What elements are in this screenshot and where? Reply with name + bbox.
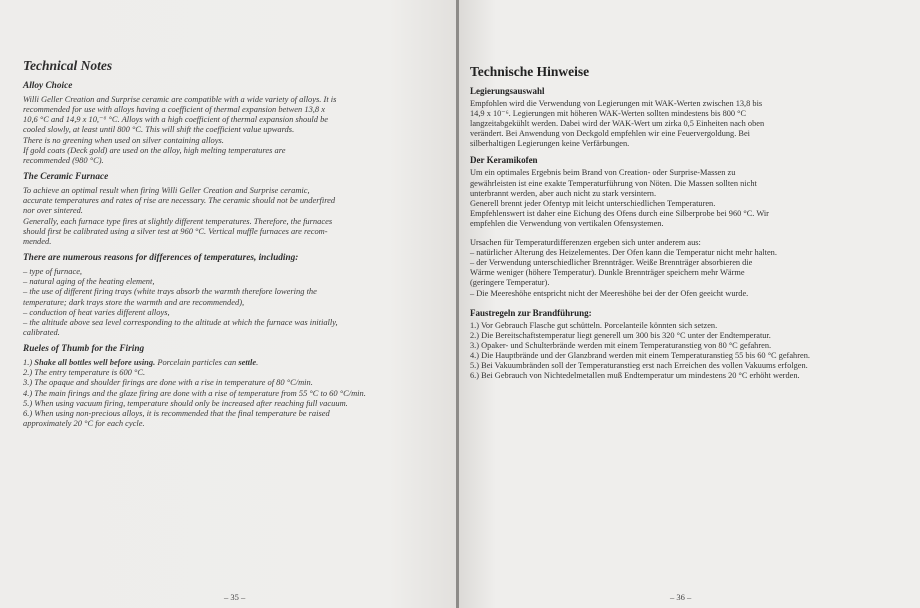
- text-line: recommended (980 °C).: [23, 154, 104, 165]
- section-keramikofen: [470, 155, 905, 229]
- text-line: – conduction of heat varies different alloys,: [23, 306, 170, 317]
- text-line: 2.) Die Bereitschaftstemperatur liegt generell um 300 bis 320 °C unter der Endtemperatur.: [470, 330, 771, 340]
- page-number-right: – 36 –: [670, 592, 692, 602]
- section-heading: Legierungsauswahl: [470, 86, 545, 96]
- text-line: Generally, each furnace type fires at slightly different temperatures. Therefore, the furnaces: [23, 215, 333, 226]
- section-heading: The Ceramic Furnace: [23, 172, 109, 183]
- text-line: should first be calibrated using a silver test at 960 °C. Vertical muffle furnaces are recom-: [23, 225, 328, 236]
- text-line: Willi Geller Creation and Surprise ceramic are compatible with a wide variety of alloys. It is: [23, 94, 337, 104]
- text-line: 5.) Bei Vakuumbränden soll der Temperaturanstieg erst nach Erreichen des vollen Vakuums erfolgen.: [470, 360, 808, 370]
- section-temperature-reasons: [23, 253, 433, 337]
- text-line: 3.) Opaker- und Schulterbrände werden mit einem Temperaturanstieg von 80 °C gefahren.: [470, 340, 772, 350]
- text-line: Empfehlenswert ist daher eine Eichung des Ofens durch eine Silberprobe bei 960 °C. Wir: [470, 208, 769, 218]
- section-heading: Der Keramikofen: [470, 155, 538, 166]
- text-line: 1.) Vor Gebrauch Flasche gut schütteln. Porcelanteile könnten sich setzen.: [470, 320, 718, 330]
- section-ceramic-furnace: [23, 172, 433, 246]
- text-line: [23, 357, 433, 367]
- text-line: Ursachen für Temperaturdifferenzen ergeben sich unter anderem aus:: [470, 238, 701, 248]
- section-heading: Faustregeln zur Brandführung:: [470, 307, 592, 318]
- text-line: calibrated.: [23, 326, 60, 337]
- text-line: 6.) When using non-precious alloys, it is recommended that the final temperature be raised: [23, 407, 330, 418]
- text-line: recommended for use with alloys having a coefficient of thermal expansion betwen 13,8 x: [23, 104, 325, 115]
- section-heading: Rueles of Thumb for the Firing: [23, 344, 145, 355]
- rule-bold: Shake all bottles well before using.: [34, 357, 156, 368]
- page-number-left: – 35 –: [224, 592, 246, 602]
- text-line: empfehlen die Verwendung von vertikalen Ofensystemen.: [470, 218, 664, 228]
- text-line: – natürlicher Alterung des Heizelementes. Der Ofen kann die Temperatur nicht mehr halten.: [470, 248, 777, 258]
- rule-bold-2: settle: [238, 357, 257, 368]
- text-line: unterbrannt werden, aber auch nicht zu stark versintern.: [470, 188, 657, 198]
- text-line: – Die Meereshöhe entspricht nicht der Meereshöhe bei der der Ofen geeicht wurde.: [470, 288, 749, 298]
- text-line: 2.) The entry temperature is 600 °C.: [23, 367, 146, 378]
- rule-mid: Porcelain particles can: [155, 357, 239, 368]
- section-legierungsauswahl: [470, 86, 905, 149]
- text-line: To achieve an optimal result when firing Willi Geller Creation and Surprise ceramic,: [23, 185, 310, 196]
- text-line: gewährleisten ist eine exakte Temperaturführung von Nöten. Die Massen sollten nicht: [470, 178, 757, 188]
- right-column: [470, 64, 905, 387]
- text-line: – der Verwendung unterschiedlicher Brennträger. Weiße Brennträger absorbieren die: [470, 258, 753, 268]
- section-heading: Alloy Choice: [23, 81, 73, 91]
- text-line: Um ein optimales Ergebnis beim Brand von Creation- oder Surprise-Massen zu: [470, 168, 736, 178]
- text-line: – type of furnace,: [23, 266, 83, 277]
- text-line: 4.) Die Hauptbrände und der Glanzbrand werden mit einem Temperaturanstieg 55 bis 60 °C gefahren.: [470, 350, 810, 360]
- section-heading: There are numerous reasons for differences of temperatures, including:: [23, 253, 299, 264]
- left-column: [23, 58, 433, 435]
- text-line: 5.) When using vacuum firing, temperature should only be increased after reaching full vacuum.: [23, 397, 348, 408]
- text-line: accurate temperatures and rates of rise are necessary. The ceramic should not be underfired: [23, 195, 336, 206]
- page-title-de: Technische Hinweise: [470, 64, 590, 79]
- text-line: 14,9 x 10⁻⁶. Legierungen mit höheren WAK-Werten sollten mindestens bis 800 °C: [470, 109, 747, 119]
- text-line: If gold coats (Deck gold) are used on the alloy, high melting temperatures are: [23, 144, 286, 155]
- text-line: Wärme weniger (höhere Temperatur). Dunkle Brennträger speichern mehr Wärme: [470, 268, 745, 278]
- text-line: 10,6 °C and 14,9 x 10,⁻⁶ °C. Alloys with a high coefficient of thermal expansion should be: [23, 114, 329, 125]
- text-line: 3.) The opaque and shoulder firings are done with a rise in temperature of 80 °C/min.: [23, 377, 313, 388]
- rule-prefix: 1.): [23, 357, 35, 368]
- section-faustregeln: [470, 308, 905, 382]
- text-line: – the use of different firing trays (white trays absorb the warmth therefore lowering the: [23, 286, 317, 297]
- page-title-en: Technical Notes: [23, 58, 113, 73]
- text-line: Generell brennt jeder Ofentyp mit leicht unterschiedlichen Temperaturen.: [470, 198, 716, 208]
- text-line: silberhaltigen Legierungen keine Verfärbungen.: [470, 139, 630, 149]
- text-line: temperature; dark trays store the warmth and are recommended),: [23, 296, 245, 307]
- text-line: mended.: [23, 235, 52, 246]
- rule-end: .: [256, 357, 259, 368]
- section-ursachen: [470, 238, 905, 299]
- text-line: 6.) Bei Gebrauch von Nichtedelmetallen muß Endtemperatur um mindestens 20 °C erhöht werden.: [470, 371, 800, 381]
- text-line: Empfohlen wird die Verwendung von Legierungen mit WAK-Werten zwischen 13,8 bis: [470, 99, 763, 108]
- text-line: (geringere Temperatur).: [470, 278, 550, 288]
- text-line: There is no greening when used on silver containing alloys.: [23, 134, 224, 145]
- text-line: nor over sintered.: [23, 205, 83, 216]
- text-line: langzeitabgekühlt werden. Dabei wird der WAK-Wert um zirka 0,5 Einheiten nach oben: [470, 119, 765, 129]
- page-left: [0, 0, 457, 608]
- text-line: verändert. Bei Anwendung von Deckgold empfehlen wir eine Feuervergoldung. Bei: [470, 129, 750, 139]
- text-line: 4.) The main firings and the glaze firing are done with a rise of temperature from 55 °C to 60 °C/min.: [23, 387, 366, 398]
- section-alloy-choice: [23, 81, 433, 165]
- text-line: cooled slowly, at least until 800 °C. This will shift the coefficient value upwards.: [23, 124, 295, 135]
- page-right: [459, 0, 920, 608]
- text-line: – the altitude above sea level corresponding to the altitude at which the furnace was initially,: [23, 316, 338, 327]
- text-line: approximately 20 °C for each cycle.: [23, 418, 145, 429]
- section-rules-of-thumb: [23, 344, 433, 428]
- text-line: – natural aging of the heating element,: [23, 276, 155, 287]
